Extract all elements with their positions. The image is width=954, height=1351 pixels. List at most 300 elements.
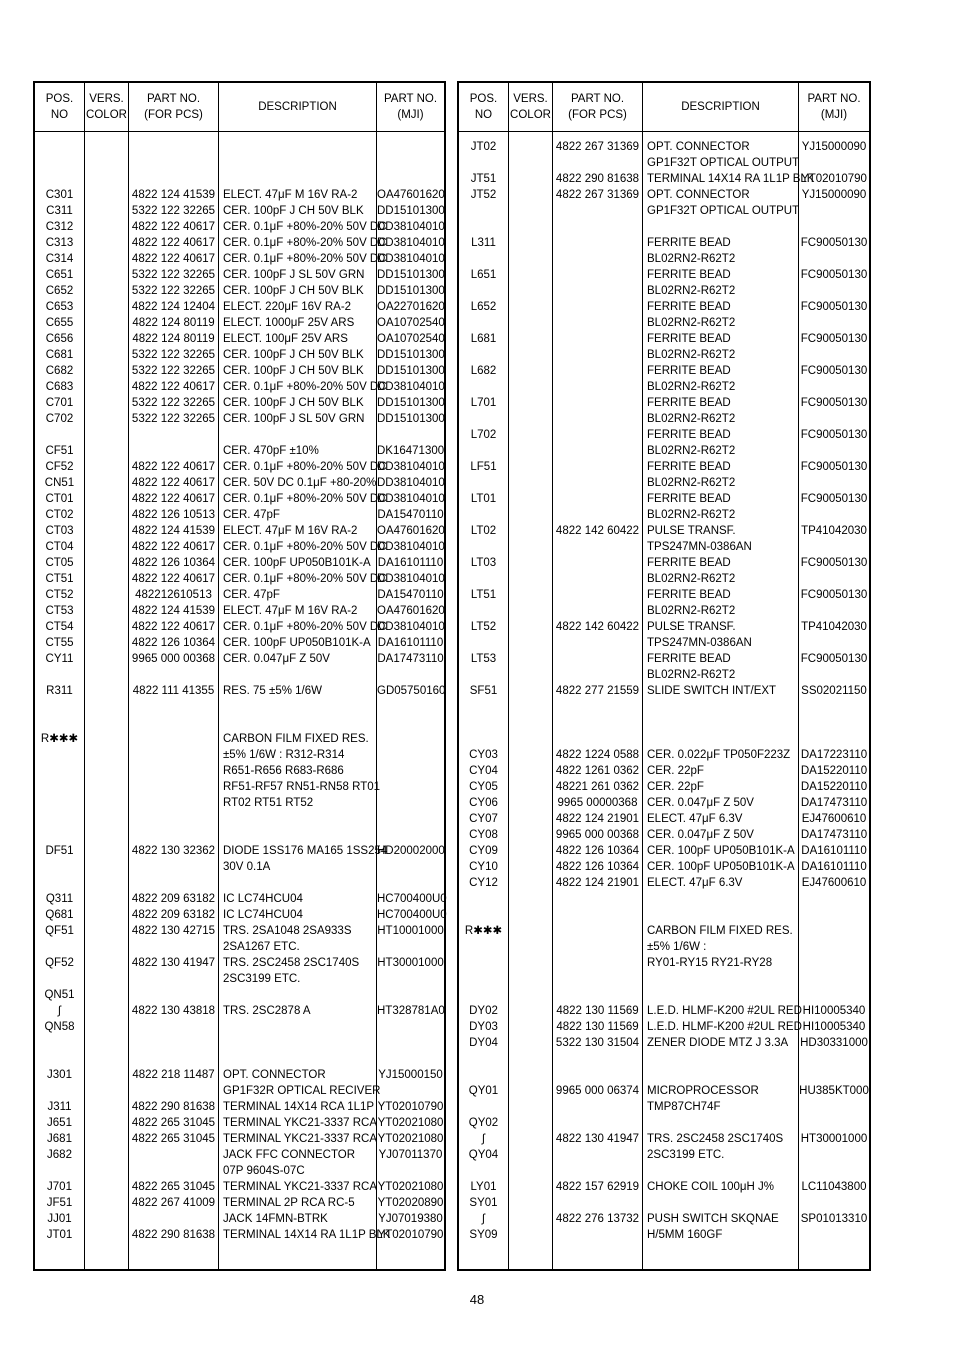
cell-part-no-mji: YJ07019380 bbox=[378, 1213, 443, 1225]
cell-part-no-mji: YT02010790 bbox=[377, 1229, 444, 1241]
table-row bbox=[35, 443, 444, 459]
cell-part-no-pcs: 4822 122 40617 bbox=[131, 253, 216, 265]
cell-part-no-pcs: 4822 122 40617 bbox=[131, 493, 216, 505]
cell-part-no-pcs: 5322 122 32265 bbox=[131, 205, 216, 217]
cell-pos-no: C682 bbox=[45, 365, 74, 377]
table-row bbox=[459, 811, 869, 827]
cell-part-no-mji: DA16101110 bbox=[377, 637, 444, 649]
header-description: DESCRIPTION bbox=[681, 101, 760, 113]
cell-pos-no: QF51 bbox=[45, 925, 74, 937]
cell-part-no-mji: DA16101110 bbox=[377, 557, 444, 569]
cell-part-no-pcs: 4822 265 31045 bbox=[131, 1117, 216, 1129]
table-row bbox=[459, 587, 869, 603]
cell-part-no-mji: HT10001000 bbox=[377, 925, 444, 937]
cell-description: TERMINAL YKC21-3337 RCA bbox=[223, 1133, 378, 1145]
cell-part-no-mji: EJ47600610 bbox=[801, 813, 867, 825]
cell-pos-no: LT53 bbox=[470, 653, 497, 665]
cell-part-no-pcs: 4822 130 41947 bbox=[555, 1133, 640, 1145]
cell-part-no-mji: YJ07011370 bbox=[378, 1149, 443, 1161]
cell-part-no-pcs: 4822 122 40617 bbox=[131, 221, 216, 233]
cell-pos-no: Q311 bbox=[45, 893, 74, 905]
cell-part-no-mji: FC90050130 bbox=[800, 237, 868, 249]
cell-pos-no: ∫ bbox=[57, 1005, 62, 1017]
table-row bbox=[35, 235, 444, 251]
cell-part-no-mji: HT328781A0 bbox=[377, 1005, 445, 1017]
cell-description: TERMINAL 14X14 RA 1L1P BLK bbox=[647, 173, 815, 185]
cell-pos-no: CT03 bbox=[45, 525, 74, 537]
table-row bbox=[459, 843, 869, 859]
cell-part-no-mji: DD38104010 bbox=[377, 477, 445, 489]
table-row bbox=[35, 379, 444, 395]
cell-description: BL02RN2-R62T2 bbox=[647, 509, 736, 521]
cell-part-no-mji: OA47601620 bbox=[377, 525, 445, 537]
cell-part-no-pcs: 482212610513 bbox=[135, 589, 212, 601]
header-part-no-pcs: PART NO. (FOR PCS) bbox=[568, 93, 627, 121]
table-row bbox=[35, 267, 444, 283]
header-pos-no: POS. NO bbox=[469, 93, 498, 121]
cell-part-no-mji: DA17223110 bbox=[800, 749, 868, 761]
cell-description: MICROPROCESSOR bbox=[647, 1085, 759, 1097]
table-row bbox=[459, 1147, 869, 1163]
table-row bbox=[459, 1179, 869, 1195]
cell-part-no-mji: HC700400U0 bbox=[377, 893, 447, 905]
header-vers-color: VERS. COLOR bbox=[86, 93, 127, 121]
cell-part-no-mji: FC90050130 bbox=[800, 493, 868, 505]
cell-description: CER. 100pF UP050B101K-A bbox=[647, 845, 795, 857]
table-row bbox=[459, 635, 869, 651]
table-row bbox=[459, 411, 869, 427]
table-row bbox=[35, 203, 444, 219]
cell-pos-no: LT03 bbox=[470, 557, 497, 569]
cell-pos-no: DF51 bbox=[45, 845, 74, 857]
cell-part-no-pcs: 4822 218 11487 bbox=[132, 1069, 215, 1081]
cell-description: RF51-RF57 RN51-RN58 RT01 bbox=[223, 781, 381, 793]
table-row bbox=[459, 603, 869, 619]
cell-pos-no: JT01 bbox=[46, 1229, 73, 1241]
table-row bbox=[35, 299, 444, 315]
cell-part-no-mji: HT30001000 bbox=[377, 957, 444, 969]
cell-description: BL02RN2-R62T2 bbox=[647, 413, 736, 425]
header-part-no-pcs: PART NO. (FOR PCS) bbox=[144, 93, 203, 121]
cell-part-no-mji: DA15470110 bbox=[377, 589, 444, 601]
table-row bbox=[459, 795, 869, 811]
cell-part-no-pcs: 4822 290 81638 bbox=[555, 173, 640, 185]
cell-description: FERRITE BEAD bbox=[647, 589, 731, 601]
cell-pos-no: C314 bbox=[45, 253, 74, 265]
cell-description: CER. 0.1μF +80%-20% 50V DC bbox=[223, 493, 387, 505]
cell-description: CER. 22pF bbox=[647, 765, 704, 777]
cell-part-no-mji: FC90050130 bbox=[800, 397, 868, 409]
cell-part-no-mji: DD15101300 bbox=[377, 413, 445, 425]
table-row bbox=[35, 507, 444, 523]
cell-part-no-mji: YJ15000090 bbox=[801, 141, 867, 153]
cell-description: CER. 0.1μF +80%-20% 50V DC bbox=[223, 573, 387, 585]
cell-pos-no: LT01 bbox=[470, 493, 497, 505]
cell-pos-no: LY01 bbox=[470, 1181, 497, 1193]
cell-description: H/5MM 160GF bbox=[647, 1229, 723, 1241]
cell-description: CER. 100pF J CH 50V BLK bbox=[223, 365, 364, 377]
cell-part-no-pcs: 4822 122 40617 bbox=[131, 621, 216, 633]
cell-description: CHOKE COIL 100μH J% bbox=[647, 1181, 774, 1193]
cell-description: ELECT. 220μF 16V RA-2 bbox=[223, 301, 352, 313]
cell-pos-no: Q681 bbox=[45, 909, 74, 921]
table-row bbox=[459, 827, 869, 843]
cell-part-no-mji: DA15220110 bbox=[800, 765, 868, 777]
cell-description: GP1F32T OPTICAL OUTPUT bbox=[647, 157, 800, 169]
cell-pos-no: C681 bbox=[45, 349, 74, 361]
cell-part-no-mji: DA15220110 bbox=[800, 781, 868, 793]
cell-part-no-pcs: 4822 124 80119 bbox=[132, 333, 215, 345]
cell-description: CER. 47pF bbox=[223, 509, 280, 521]
cell-description: BL02RN2-R62T2 bbox=[647, 253, 736, 265]
header-vers-color: VERS. COLOR bbox=[510, 93, 551, 121]
header-part-no-mji: PART NO. (MJI) bbox=[807, 93, 861, 121]
table-row bbox=[459, 747, 869, 763]
cell-part-no-pcs: 4822 124 21901 bbox=[555, 813, 640, 825]
cell-description: 2SC3199 ETC. bbox=[223, 973, 301, 985]
cell-part-no-mji: OA47601620 bbox=[377, 189, 445, 201]
table-row bbox=[459, 459, 869, 475]
cell-pos-no: CT53 bbox=[45, 605, 74, 617]
cell-description: BL02RN2-R62T2 bbox=[647, 381, 736, 393]
table-row bbox=[35, 555, 444, 571]
table-row bbox=[459, 667, 869, 683]
cell-part-no-mji: LC11043800 bbox=[801, 1181, 867, 1193]
cell-part-no-mji: YJ15000150 bbox=[378, 1069, 443, 1081]
table-row bbox=[459, 1019, 869, 1035]
table-row bbox=[459, 1003, 869, 1019]
cell-part-no-mji: FC90050130 bbox=[800, 589, 868, 601]
table-row bbox=[459, 955, 869, 971]
cell-part-no-mji: FC90050130 bbox=[800, 429, 868, 441]
cell-pos-no: SF51 bbox=[469, 685, 498, 697]
cell-description: BL02RN2-R62T2 bbox=[647, 349, 736, 361]
cell-part-no-mji: FC90050130 bbox=[800, 269, 868, 281]
table-row bbox=[35, 251, 444, 267]
table-row bbox=[459, 267, 869, 283]
cell-part-no-pcs: 4822 209 63182 bbox=[131, 893, 216, 905]
cell-part-no-mji: HI10005340 bbox=[802, 1021, 866, 1033]
cell-part-no-mji: FC90050130 bbox=[800, 557, 868, 569]
cell-pos-no: L702 bbox=[470, 429, 497, 441]
table-row bbox=[459, 251, 869, 267]
cell-part-no-pcs: 4822 130 11569 bbox=[556, 1021, 639, 1033]
parts-table-right bbox=[457, 81, 871, 1271]
cell-description: BL02RN2-R62T2 bbox=[647, 605, 736, 617]
header-description: DESCRIPTION bbox=[258, 101, 337, 113]
cell-description: L.E.D. HLMF-K200 #2UL RED bbox=[647, 1021, 802, 1033]
table-row bbox=[459, 139, 869, 155]
cell-description: OPT. CONNECTOR bbox=[223, 1069, 326, 1081]
table-row bbox=[35, 1099, 444, 1115]
cell-description: SLIDE SWITCH INT/EXT bbox=[647, 685, 777, 697]
cell-description: FERRITE BEAD bbox=[647, 333, 731, 345]
cell-part-no-pcs: 4822 267 31369 bbox=[555, 141, 640, 153]
cell-description: 07P 9604S-07C bbox=[223, 1165, 305, 1177]
cell-pos-no: DY03 bbox=[469, 1021, 498, 1033]
cell-description: ±5% 1/6W : bbox=[647, 941, 707, 953]
cell-pos-no: DY04 bbox=[469, 1037, 498, 1049]
cell-description: CER. 0.047μF Z 50V bbox=[647, 797, 754, 809]
table-row bbox=[459, 875, 869, 891]
cell-pos-no: CY12 bbox=[469, 877, 498, 889]
cell-part-no-mji: DD38104010 bbox=[377, 541, 445, 553]
cell-part-no-pcs: 4822 1224 0588 bbox=[555, 749, 640, 761]
cell-pos-no: JT51 bbox=[470, 173, 497, 185]
table-row bbox=[35, 1211, 444, 1227]
cell-pos-no: CT54 bbox=[45, 621, 74, 633]
cell-pos-no: L651 bbox=[470, 269, 497, 281]
cell-pos-no: CT52 bbox=[45, 589, 74, 601]
cell-description: GP1F32T OPTICAL OUTPUT bbox=[647, 205, 800, 217]
cell-pos-no: C312 bbox=[45, 221, 74, 233]
cell-description: TERMINAL YKC21-3337 RCA bbox=[223, 1117, 378, 1129]
cell-description: FERRITE BEAD bbox=[647, 301, 731, 313]
cell-part-no-pcs: 9965 00000368 bbox=[557, 797, 638, 809]
table-row bbox=[459, 683, 869, 699]
table-row bbox=[459, 555, 869, 571]
table-row bbox=[459, 507, 869, 523]
cell-description: CER. 0.1μF +80%-20% 50V DC bbox=[223, 253, 387, 265]
cell-part-no-mji: DD38104010 bbox=[377, 493, 445, 505]
cell-part-no-pcs: 5322 122 32265 bbox=[131, 413, 216, 425]
cell-description: FERRITE BEAD bbox=[647, 269, 731, 281]
table-row bbox=[459, 523, 869, 539]
cell-part-no-mji: HT30001000 bbox=[800, 1133, 868, 1145]
cell-part-no-pcs: 4822 267 31369 bbox=[555, 189, 640, 201]
cell-description: PULSE TRANSF. bbox=[647, 525, 736, 537]
cell-part-no-pcs: 9965 000 06374 bbox=[555, 1085, 640, 1097]
table-row bbox=[459, 331, 869, 347]
cell-part-no-mji: DA16101110 bbox=[801, 845, 867, 857]
cell-description: CER. 47pF bbox=[223, 589, 280, 601]
table-row bbox=[35, 1115, 444, 1131]
cell-description: ELECT. 1000μF 25V ARS bbox=[223, 317, 355, 329]
table-row bbox=[35, 795, 444, 811]
cell-description: TMP87CH74F bbox=[647, 1101, 721, 1113]
cell-part-no-mji: YT02010790 bbox=[801, 173, 867, 185]
table-row bbox=[35, 1131, 444, 1147]
table-row bbox=[35, 843, 444, 859]
cell-description: RES. 75 ±5% 1/6W bbox=[223, 685, 322, 697]
cell-description: CER. 0.047μF Z 50V bbox=[223, 653, 330, 665]
cell-pos-no: L701 bbox=[470, 397, 497, 409]
table-row bbox=[35, 603, 444, 619]
cell-part-no-pcs: 5322 122 32265 bbox=[131, 285, 216, 297]
cell-pos-no: LF51 bbox=[470, 461, 497, 473]
header-divider bbox=[35, 131, 444, 132]
table-row bbox=[35, 907, 447, 923]
table-row bbox=[35, 315, 444, 331]
cell-part-no-mji: YT02010790 bbox=[377, 1101, 444, 1113]
cell-pos-no: C701 bbox=[45, 397, 74, 409]
cell-part-no-pcs: 4822 290 81638 bbox=[131, 1101, 216, 1113]
cell-description: TRS. 2SA1048 2SA933S bbox=[223, 925, 352, 937]
cell-description: ELECT. 47μF 6.3V bbox=[647, 813, 743, 825]
cell-part-no-mji: TP41042030 bbox=[801, 525, 867, 537]
table-row bbox=[459, 651, 869, 667]
cell-pos-no: CT05 bbox=[45, 557, 74, 569]
cell-description: TRS. 2SC2458 2SC1740S bbox=[647, 1133, 784, 1145]
cell-part-no-pcs: 5322 122 32265 bbox=[131, 269, 216, 281]
cell-part-no-pcs: 4822 126 10364 bbox=[555, 845, 640, 857]
table-row bbox=[459, 155, 869, 171]
cell-part-no-pcs: 4822 142 60422 bbox=[555, 621, 640, 633]
cell-pos-no: QF52 bbox=[45, 957, 74, 969]
cell-part-no-mji: DA17473110 bbox=[800, 829, 868, 841]
table-row bbox=[35, 475, 444, 491]
cell-part-no-pcs: 4822 209 63182 bbox=[131, 909, 216, 921]
cell-pos-no: R311 bbox=[46, 685, 73, 697]
cell-part-no-pcs: 4822 265 31045 bbox=[131, 1133, 216, 1145]
cell-pos-no: CT01 bbox=[45, 493, 74, 505]
table-row bbox=[35, 219, 444, 235]
table-row bbox=[35, 891, 447, 907]
table-row bbox=[459, 539, 869, 555]
table-row bbox=[35, 619, 444, 635]
cell-description: TRS. 2SC2458 2SC1740S bbox=[223, 957, 360, 969]
cell-pos-no: R✱✱✱ bbox=[40, 733, 79, 745]
cell-description: CER. 100pF J SL 50V GRN bbox=[223, 413, 365, 425]
cell-description: CER. 0.047μF Z 50V bbox=[647, 829, 754, 841]
cell-description: 2SA1267 ETC. bbox=[223, 941, 300, 953]
cell-description: CER. 0.1μF +80%-20% 50V DC bbox=[223, 221, 387, 233]
cell-pos-no: C313 bbox=[45, 237, 74, 249]
cell-part-no-mji: HD30331000 bbox=[800, 1037, 868, 1049]
cell-description: GP1F32R OPTICAL RECIVER bbox=[223, 1085, 381, 1097]
cell-description: JACK FFC CONNECTOR bbox=[223, 1149, 356, 1161]
header-pos-no: POS. NO bbox=[45, 93, 74, 121]
cell-part-no-mji: YT02020890 bbox=[377, 1197, 444, 1209]
cell-part-no-pcs: 4822 126 10364 bbox=[131, 637, 216, 649]
cell-description: CER. 100pF UP050B101K-A bbox=[223, 637, 371, 649]
header-part-no-mji: PART NO. (MJI) bbox=[383, 93, 438, 121]
table-row bbox=[459, 283, 869, 299]
cell-description: CER. 100pF UP050B101K-A bbox=[223, 557, 371, 569]
cell-part-no-mji: OA22701620 bbox=[377, 301, 445, 313]
table-row bbox=[459, 187, 869, 203]
cell-pos-no: J311 bbox=[47, 1101, 72, 1113]
cell-description: CER. 100pF J CH 50V BLK bbox=[223, 205, 364, 217]
cell-part-no-mji: DD15101300 bbox=[377, 269, 445, 281]
cell-pos-no: C651 bbox=[45, 269, 74, 281]
page-number: 48 bbox=[469, 1292, 485, 1307]
table-row bbox=[35, 347, 444, 363]
table-row bbox=[459, 1035, 869, 1051]
cell-pos-no: CY05 bbox=[469, 781, 498, 793]
cell-pos-no: C683 bbox=[45, 381, 74, 393]
cell-part-no-pcs: 4822 126 10364 bbox=[131, 557, 216, 569]
cell-part-no-mji: HD20002000 bbox=[377, 845, 445, 857]
table-row bbox=[459, 859, 869, 875]
cell-part-no-mji: DD15101300 bbox=[377, 365, 445, 377]
cell-description: IC LC74HCU04 bbox=[223, 893, 303, 905]
cell-description: BL02RN2-R62T2 bbox=[647, 669, 736, 681]
cell-pos-no: QY02 bbox=[468, 1117, 499, 1129]
table-row bbox=[459, 475, 869, 491]
cell-pos-no: C311 bbox=[46, 205, 73, 217]
cell-part-no-pcs: 4822 142 60422 bbox=[555, 525, 640, 537]
cell-part-no-mji: YT02021080 bbox=[377, 1181, 444, 1193]
cell-description: CER. 0.1μF +80%-20% 50V DC bbox=[223, 461, 387, 473]
cell-description: FERRITE BEAD bbox=[647, 237, 731, 249]
cell-part-no-mji: YJ15000090 bbox=[801, 189, 867, 201]
cell-part-no-pcs: 5322 122 32265 bbox=[131, 349, 216, 361]
cell-part-no-pcs: 4822 122 40617 bbox=[131, 573, 216, 585]
cell-part-no-mji: DD38104010 bbox=[377, 253, 445, 265]
table-row bbox=[35, 1163, 444, 1179]
cell-description: 2SC3199 ETC. bbox=[647, 1149, 725, 1161]
cell-description: CER. 0.1μF +80%-20% 50V DC bbox=[223, 541, 387, 553]
cell-pos-no: J682 bbox=[47, 1149, 72, 1161]
cell-pos-no: CY07 bbox=[469, 813, 498, 825]
table-row bbox=[35, 971, 444, 987]
cell-part-no-pcs: 4822 122 40617 bbox=[131, 541, 216, 553]
cell-pos-no: CY11 bbox=[45, 653, 74, 665]
table-row bbox=[459, 1115, 869, 1131]
cell-pos-no: J651 bbox=[47, 1117, 72, 1129]
cell-description: L.E.D. HLMF-K200 #2UL RED bbox=[647, 1005, 802, 1017]
cell-description: JACK 14FMN-BTRK bbox=[223, 1213, 328, 1225]
table-row bbox=[459, 427, 869, 443]
table-row bbox=[459, 779, 869, 795]
table-row bbox=[35, 1083, 444, 1099]
cell-pos-no: CY03 bbox=[469, 749, 498, 761]
cell-pos-no: CY09 bbox=[469, 845, 498, 857]
cell-description: RT02 RT51 RT52 bbox=[223, 797, 314, 809]
table-row bbox=[35, 987, 444, 1003]
cell-part-no-mji: DD38104010 bbox=[377, 621, 445, 633]
cell-description: CARBON FILM FIXED RES. bbox=[223, 733, 369, 745]
cell-pos-no: C652 bbox=[45, 285, 74, 297]
cell-pos-no: CT51 bbox=[45, 573, 74, 585]
cell-part-no-pcs: 5322 130 31504 bbox=[555, 1037, 640, 1049]
cell-part-no-mji: DD38104010 bbox=[377, 221, 445, 233]
cell-part-no-mji: DD15101300 bbox=[377, 205, 445, 217]
cell-pos-no: J301 bbox=[47, 1069, 72, 1081]
cell-description: FERRITE BEAD bbox=[647, 397, 731, 409]
cell-pos-no: L681 bbox=[470, 333, 497, 345]
cell-description: TERMINAL 2P RCA RC-5 bbox=[223, 1197, 355, 1209]
table-row bbox=[459, 763, 869, 779]
cell-part-no-mji: DD15101300 bbox=[377, 349, 445, 361]
cell-pos-no: J701 bbox=[47, 1181, 72, 1193]
cell-pos-no: CF52 bbox=[45, 461, 74, 473]
cell-description: BL02RN2-R62T2 bbox=[647, 285, 736, 297]
table-row bbox=[459, 235, 869, 251]
cell-part-no-pcs: 4822 157 62919 bbox=[555, 1181, 640, 1193]
cell-pos-no: JJ01 bbox=[47, 1213, 72, 1225]
table-row bbox=[459, 299, 869, 315]
cell-description: TERMINAL YKC21-3337 RCA bbox=[223, 1181, 378, 1193]
cell-pos-no: QY01 bbox=[468, 1085, 499, 1097]
cell-part-no-mji: DD15101300 bbox=[377, 397, 445, 409]
cell-description: PULSE TRANSF. bbox=[647, 621, 736, 633]
table-row bbox=[35, 539, 444, 555]
cell-part-no-pcs: 4822 122 40617 bbox=[131, 237, 216, 249]
cell-description: TRS. 2SC2878 A bbox=[223, 1005, 311, 1017]
cell-part-no-pcs: 4822 122 40617 bbox=[131, 381, 216, 393]
cell-description: BL02RN2-R62T2 bbox=[647, 477, 736, 489]
cell-part-no-mji: DD15101300 bbox=[377, 285, 445, 297]
cell-part-no-pcs: 4822 124 12404 bbox=[131, 301, 216, 313]
cell-pos-no: JT02 bbox=[470, 141, 497, 153]
cell-description: CER. 0.1μF +80%-20% 50V DC bbox=[223, 381, 387, 393]
table-row bbox=[35, 1147, 444, 1163]
cell-description: ELECT. 100μF 25V ARS bbox=[223, 333, 348, 345]
cell-pos-no: R✱✱✱ bbox=[464, 925, 503, 937]
table-row bbox=[459, 315, 869, 331]
